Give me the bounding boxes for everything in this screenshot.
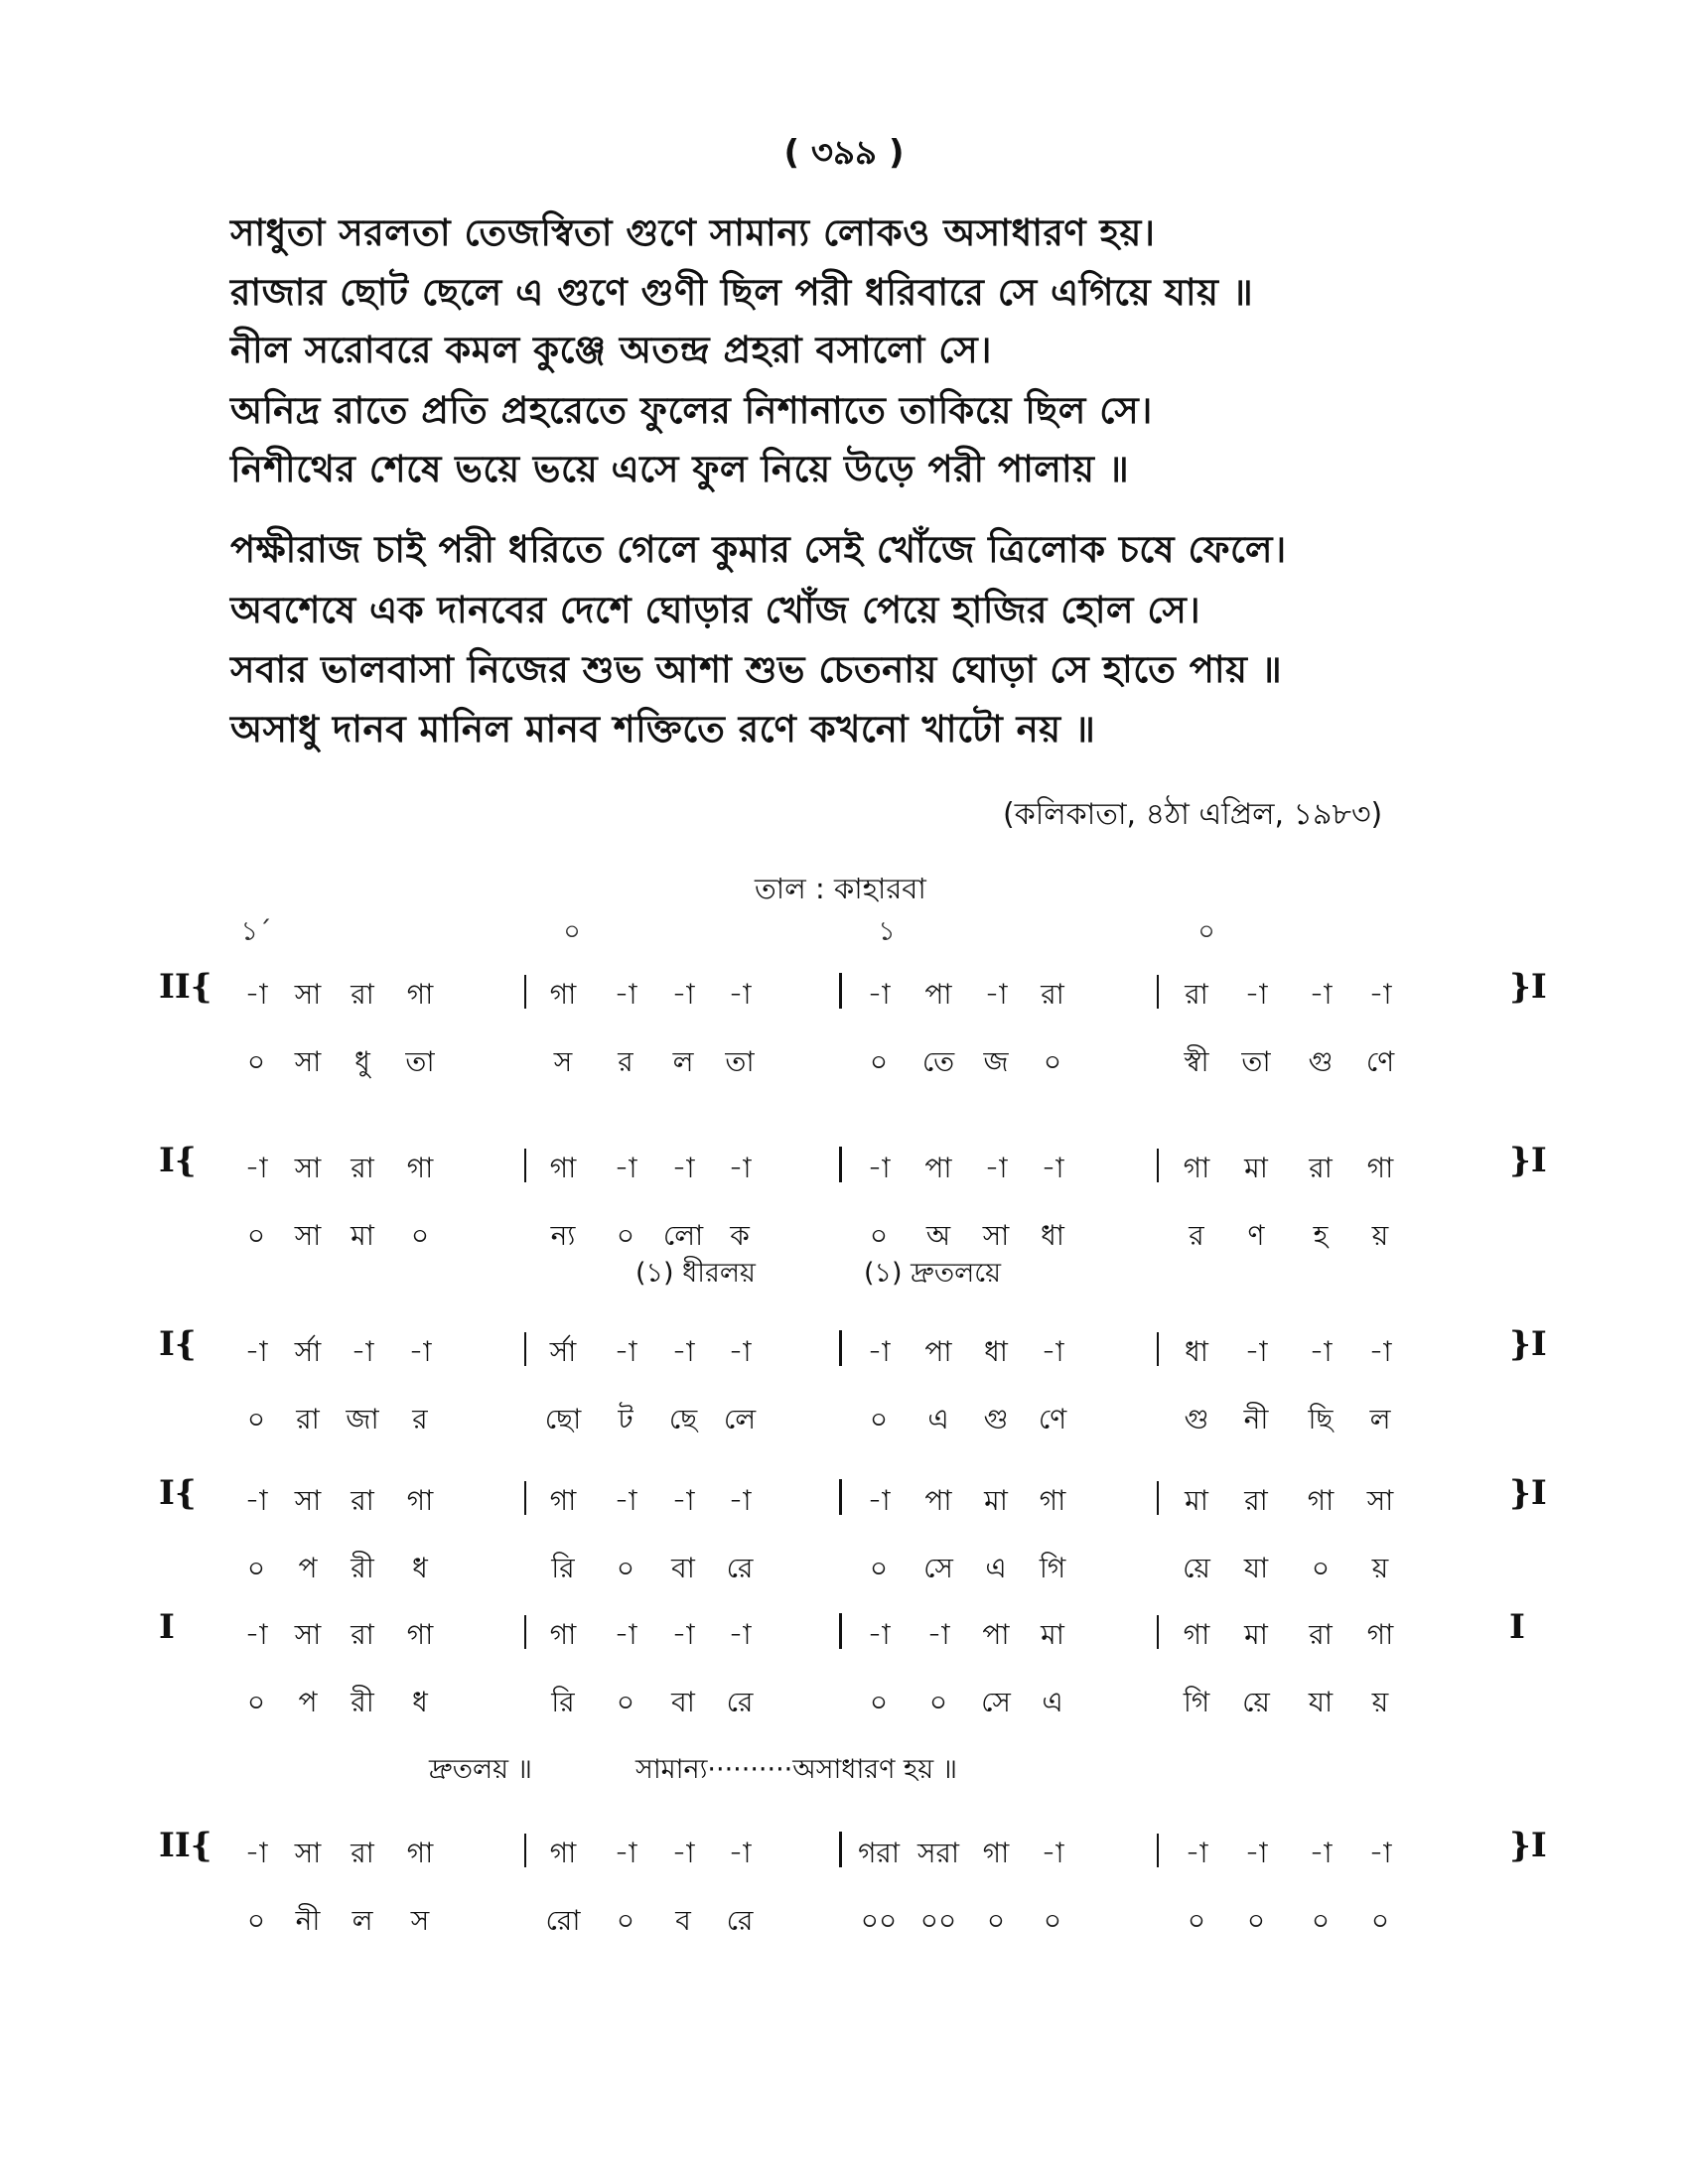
lyric-syllable: রি xyxy=(551,1552,575,1584)
lyric-syllable: রা xyxy=(296,1403,320,1435)
lyric-syllable: সা xyxy=(982,1219,1010,1252)
swara-note: -া xyxy=(614,1335,637,1368)
swara-note: মা xyxy=(1244,1618,1268,1651)
row-start-symbol: II{ xyxy=(159,967,212,1007)
verse-line: নীল সরোবরে কমল কুঞ্জে অতন্দ্র প্রহরা বসালো সে। xyxy=(230,329,992,371)
lyric-syllable: হ xyxy=(1313,1219,1329,1252)
lyric-syllable: ণ xyxy=(1247,1219,1265,1252)
lyric-syllable: ০ xyxy=(869,1552,889,1584)
lyric-syllable: বা xyxy=(671,1686,695,1718)
row-start-symbol: I xyxy=(159,1607,175,1647)
swara-note: রা xyxy=(1309,1618,1333,1651)
lyric-syllable: ০ xyxy=(869,1045,889,1078)
swara-note: মা xyxy=(1185,1484,1208,1517)
swara-note: পা xyxy=(924,1152,952,1184)
lyric-syllable: ০ xyxy=(616,1686,635,1718)
swara-note: সরা xyxy=(916,1837,960,1869)
lyric-syllable: ক xyxy=(730,1219,750,1252)
beat-marker: ১´ xyxy=(240,916,272,947)
lyric-syllable: তা xyxy=(725,1045,755,1078)
swara-note: -া xyxy=(867,1335,891,1368)
swara-note: গা xyxy=(549,1618,577,1651)
vibhag-divider xyxy=(524,1834,526,1867)
row-end-symbol: }I xyxy=(1509,1473,1547,1513)
lyric-syllable: গি xyxy=(1183,1686,1210,1718)
lyric-syllable: নী xyxy=(1243,1403,1269,1435)
lyric-syllable: য় xyxy=(1371,1552,1389,1584)
swara-note: -া xyxy=(614,1152,637,1184)
swara-note: -া xyxy=(351,1335,374,1368)
lyric-syllable: ০০ xyxy=(860,1904,898,1937)
swara-note: -া xyxy=(671,978,695,1011)
composition-dateline: (কলিকাতা, ৪ঠা এপ্রিল, ১৯৮৩) xyxy=(1003,797,1383,832)
verse-line: অসাধু দানব মানিল মানব শক্তিতে রণে কখনো খাটো নয় ॥ xyxy=(230,708,1096,751)
tali-divider xyxy=(839,1330,842,1366)
lyric-syllable: প xyxy=(298,1686,318,1718)
tempo-note-label: দ্রুতলয় ॥ xyxy=(429,1754,532,1785)
swara-note: -া xyxy=(671,1335,695,1368)
vibhag-divider xyxy=(1157,1332,1159,1366)
lyric-syllable: ছে xyxy=(668,1403,698,1435)
swara-note: মা xyxy=(984,1484,1008,1517)
tali-divider xyxy=(839,1479,842,1515)
lyric-syllable: ০ xyxy=(1246,1904,1266,1937)
lyric-syllable: রী xyxy=(351,1552,374,1584)
lyric-syllable: এ xyxy=(927,1403,949,1435)
lyric-syllable: এ xyxy=(1042,1686,1063,1718)
swara-note: -া xyxy=(244,1335,268,1368)
swara-note: সা xyxy=(294,1837,322,1869)
verse-line: পক্ষীরাজ চাই পরী ধরিতে গেলে কুমার সেই খোঁজে ত্রিলোক চষে ফেলে। xyxy=(230,528,1287,571)
swara-note: রা xyxy=(351,1837,374,1869)
vibhag-divider xyxy=(524,1615,526,1649)
lyric-syllable: ল xyxy=(672,1045,694,1078)
swara-note: গা xyxy=(406,978,434,1011)
swara-note: র্সা xyxy=(294,1335,322,1368)
lyric-syllable: ০ xyxy=(616,1904,635,1937)
swara-note: -া xyxy=(671,1618,695,1651)
swara-note: সা xyxy=(1366,1484,1394,1517)
verse-line: অবশেষে এক দানবের দেশে ঘোড়ার খোঁজ পেয়ে হাজির হোল সে। xyxy=(230,589,1201,631)
lyric-syllable: যা xyxy=(1243,1552,1269,1584)
row-start-symbol: I{ xyxy=(159,1324,197,1364)
lyric-syllable: বা xyxy=(671,1552,695,1584)
swara-note: গা xyxy=(1366,1618,1394,1651)
lyric-syllable: ০ xyxy=(1043,1904,1062,1937)
swara-note: -া xyxy=(1309,1837,1333,1869)
swara-note: গরা xyxy=(858,1837,900,1869)
swara-note: -া xyxy=(671,1484,695,1517)
swara-note: মা xyxy=(1244,1152,1268,1184)
lyric-syllable: মা xyxy=(351,1219,374,1252)
lyric-syllable: ছি xyxy=(1308,1403,1334,1435)
swara-note: গা xyxy=(549,1152,577,1184)
swara-note: -া xyxy=(614,1837,637,1869)
lyric-syllable: ০০ xyxy=(919,1904,957,1937)
swara-note: রা xyxy=(1041,978,1064,1011)
swara-note: গা xyxy=(1183,1618,1210,1651)
swara-note: -া xyxy=(244,1837,268,1869)
lyric-syllable: ০ xyxy=(616,1552,635,1584)
swara-note: রা xyxy=(351,1484,374,1517)
lyric-syllable: ০ xyxy=(869,1403,889,1435)
vibhag-divider xyxy=(1157,1481,1159,1515)
swara-note: গা xyxy=(982,1837,1010,1869)
verse-line: সবার ভালবাসা নিজের শুভ আশা শুভ চেতনায় ঘোড়া সে হাতে পায় ॥ xyxy=(230,648,1283,691)
lyric-syllable: য় xyxy=(1371,1686,1389,1718)
lyric-syllable: লো xyxy=(662,1219,704,1252)
swara-note: -া xyxy=(867,1152,891,1184)
vibhag-divider xyxy=(524,1149,526,1182)
lyric-syllable: এ xyxy=(985,1552,1007,1584)
lyric-syllable: ০ xyxy=(928,1686,948,1718)
lyric-syllable: লে xyxy=(723,1403,757,1435)
swara-note: -া xyxy=(728,1837,752,1869)
lyric-syllable: তা xyxy=(405,1045,435,1078)
lyric-syllable: ০ xyxy=(1370,1904,1390,1937)
lyric-syllable: ধা xyxy=(1041,1219,1064,1252)
row-end-symbol: }I xyxy=(1509,1826,1547,1865)
swara-note: -া xyxy=(671,1837,695,1869)
swara-note: গা xyxy=(406,1484,434,1517)
row-end-symbol: }I xyxy=(1509,1324,1547,1364)
swara-note: -া xyxy=(614,978,637,1011)
lyric-syllable: ০ xyxy=(616,1219,635,1252)
beat-marker: ০ xyxy=(563,916,581,947)
swara-note: রা xyxy=(351,978,374,1011)
swara-note: -া xyxy=(728,1484,752,1517)
lyric-syllable: রী xyxy=(351,1686,374,1718)
lyric-syllable: স xyxy=(553,1045,573,1078)
lyric-syllable: রি xyxy=(551,1686,575,1718)
swara-note: গা xyxy=(406,1152,434,1184)
lyric-syllable: ন্য xyxy=(550,1219,576,1252)
lyric-syllable: রে xyxy=(726,1904,754,1937)
tempo-note: (১) দ্রুতলয়ে xyxy=(864,1258,1002,1289)
lyric-syllable: সে xyxy=(981,1686,1011,1718)
swara-note: গা xyxy=(1039,1484,1066,1517)
swara-note: সা xyxy=(294,978,322,1011)
vibhag-divider xyxy=(1157,975,1159,1009)
row-start-symbol: II{ xyxy=(159,1826,212,1865)
lyric-syllable: য়ে xyxy=(1242,1686,1270,1718)
swara-note: -া xyxy=(614,1484,637,1517)
lyric-syllable: ০ xyxy=(869,1686,889,1718)
lyric-syllable: ল xyxy=(352,1904,373,1937)
row-end-symbol: }I xyxy=(1509,967,1547,1007)
vibhag-divider xyxy=(524,1481,526,1515)
lyric-syllable: সা xyxy=(294,1045,322,1078)
swara-note: -া xyxy=(1041,1837,1064,1869)
row-end-symbol: I xyxy=(1509,1607,1525,1647)
swara-note: গা xyxy=(549,1837,577,1869)
swara-note: -া xyxy=(1041,1335,1064,1368)
swara-note: ধা xyxy=(984,1335,1008,1368)
tali-divider xyxy=(839,1832,842,1867)
vibhag-divider xyxy=(1157,1149,1159,1182)
swara-note: র্সা xyxy=(549,1335,577,1368)
swara-note: -া xyxy=(867,978,891,1011)
swara-note: -া xyxy=(1368,1335,1392,1368)
swara-note: পা xyxy=(924,1484,952,1517)
lyric-syllable: র xyxy=(618,1045,633,1078)
lyric-syllable: তে xyxy=(921,1045,955,1078)
tali-divider xyxy=(839,1613,842,1649)
lyric-syllable: ধ xyxy=(412,1686,428,1718)
lyric-syllable: রে xyxy=(726,1686,754,1718)
lyric-syllable: য় xyxy=(1371,1219,1389,1252)
swara-note: গা xyxy=(1366,1152,1394,1184)
swara-note: -া xyxy=(1368,978,1392,1011)
lyric-syllable: সা xyxy=(294,1219,322,1252)
tempo-note: (১) ধীরলয় xyxy=(635,1258,756,1289)
lyric-syllable: প xyxy=(298,1552,318,1584)
verse-line: রাজার ছোট ছেলে এ গুণে গুণী ছিল পরী ধরিবারে সে এগিয়ে যায় ॥ xyxy=(230,271,1254,314)
lyric-syllable: র xyxy=(412,1403,428,1435)
swara-note: গা xyxy=(406,1618,434,1651)
swara-note: রা xyxy=(1309,1152,1333,1184)
swara-note: -া xyxy=(1185,1837,1208,1869)
vibhag-divider xyxy=(1157,1834,1159,1867)
lyric-syllable: ব xyxy=(675,1904,691,1937)
swara-note: -া xyxy=(408,1335,432,1368)
swara-note: -া xyxy=(1309,1335,1333,1368)
swara-note: -া xyxy=(1244,1335,1268,1368)
lyric-syllable: স xyxy=(410,1904,430,1937)
swara-note: রা xyxy=(1185,978,1208,1011)
swara-note: -া xyxy=(1244,978,1268,1011)
verse-line: সাধুতা সরলতা তেজস্বিতা গুণে সামান্য লোকও অসাধারণ হয়। xyxy=(230,211,1156,254)
swara-note: গা xyxy=(549,978,577,1011)
lyric-syllable: ০ xyxy=(246,1045,266,1078)
swara-note: সা xyxy=(294,1484,322,1517)
lyric-syllable: গু xyxy=(1184,1403,1209,1435)
lyric-syllable: গি xyxy=(1039,1552,1066,1584)
swara-note: সা xyxy=(294,1618,322,1651)
row-start-symbol: I{ xyxy=(159,1141,197,1180)
swara-note: -া xyxy=(1368,1837,1392,1869)
lyric-syllable: র xyxy=(1189,1219,1204,1252)
swara-note: গা xyxy=(406,1837,434,1869)
swara-note: গা xyxy=(1183,1152,1210,1184)
lyric-syllable: স্বী xyxy=(1184,1045,1209,1078)
swara-note: -া xyxy=(728,978,752,1011)
swara-note: -া xyxy=(1244,1837,1268,1869)
swara-note: ধা xyxy=(1185,1335,1208,1368)
swara-note: সা xyxy=(294,1152,322,1184)
lyric-syllable: ণে xyxy=(1365,1045,1395,1078)
swara-note: -া xyxy=(984,978,1008,1011)
lyric-syllable: অ xyxy=(925,1219,951,1252)
lyric-syllable: ছো xyxy=(544,1403,582,1435)
swara-note: -া xyxy=(728,1152,752,1184)
swara-note: রা xyxy=(351,1618,374,1651)
verse-line: নিশীথের শেষে ভয়ে ভয়ে এসে ফুল নিয়ে উড়ে পরী পালায় ॥ xyxy=(230,448,1130,490)
lyric-syllable: ০ xyxy=(246,1686,266,1718)
swara-note: পা xyxy=(924,1335,952,1368)
row-end-symbol: }I xyxy=(1509,1141,1547,1180)
verse-line: অনিদ্র রাতে প্রতি প্রহরেতে ফুলের নিশানাতে তাকিয়ে ছিল সে। xyxy=(230,389,1153,432)
tempo-note-phrase: সামান্য··········অসাধারণ হয় ॥ xyxy=(635,1754,957,1785)
lyric-syllable: গু xyxy=(983,1403,1009,1435)
swara-note: -া xyxy=(867,1618,891,1651)
lyric-syllable: ০ xyxy=(1043,1045,1062,1078)
lyric-syllable: তা xyxy=(1241,1045,1271,1078)
swara-note: -া xyxy=(244,1618,268,1651)
lyric-syllable: ০ xyxy=(869,1219,889,1252)
page-number: ( ৩৯৯ ) xyxy=(783,133,905,173)
lyric-syllable: ধু xyxy=(354,1045,370,1078)
swara-note: -া xyxy=(614,1618,637,1651)
swara-note: -া xyxy=(867,1484,891,1517)
tali-divider xyxy=(839,973,842,1009)
swara-note: -া xyxy=(728,1618,752,1651)
lyric-syllable: ০ xyxy=(246,1904,266,1937)
beat-marker: ১ xyxy=(878,916,896,947)
tali-divider xyxy=(839,1147,842,1182)
lyric-syllable: ধ xyxy=(412,1552,428,1584)
lyric-syllable: ০ xyxy=(1187,1904,1206,1937)
swara-note: রা xyxy=(351,1152,374,1184)
swara-note: পা xyxy=(982,1618,1010,1651)
lyric-syllable: ণে xyxy=(1038,1403,1067,1435)
lyric-syllable: রো xyxy=(545,1904,581,1937)
swara-note: পা xyxy=(924,978,952,1011)
lyric-syllable: ০ xyxy=(1311,1904,1331,1937)
swara-note: গা xyxy=(549,1484,577,1517)
lyric-syllable: গু xyxy=(1308,1045,1334,1078)
lyric-syllable: ল xyxy=(1369,1403,1391,1435)
swara-note: -া xyxy=(1041,1152,1064,1184)
lyric-syllable: ০ xyxy=(986,1904,1006,1937)
lyric-syllable: ০ xyxy=(246,1552,266,1584)
lyric-syllable: যা xyxy=(1308,1686,1334,1718)
tala-heading: তাল : কাহারবা xyxy=(755,872,926,905)
swara-note: মা xyxy=(1041,1618,1064,1651)
swara-note: -া xyxy=(984,1152,1008,1184)
swara-note: -া xyxy=(244,1152,268,1184)
lyric-syllable: সে xyxy=(923,1552,953,1584)
swara-note: -া xyxy=(926,1618,950,1651)
lyric-syllable: ট xyxy=(618,1403,633,1435)
lyric-syllable: রে xyxy=(726,1552,754,1584)
vibhag-divider xyxy=(524,975,526,1009)
lyric-syllable: ০ xyxy=(246,1403,266,1435)
vibhag-divider xyxy=(524,1332,526,1366)
swara-note: রা xyxy=(1244,1484,1268,1517)
swara-note: গা xyxy=(1307,1484,1335,1517)
swara-note: -া xyxy=(728,1335,752,1368)
beat-marker: ০ xyxy=(1197,916,1215,947)
lyric-syllable: জা xyxy=(346,1403,379,1435)
vibhag-divider xyxy=(1157,1615,1159,1649)
lyric-syllable: ০ xyxy=(410,1219,430,1252)
lyric-syllable: য়ে xyxy=(1183,1552,1210,1584)
swara-note: -া xyxy=(244,1484,268,1517)
swara-note: -া xyxy=(1309,978,1333,1011)
row-start-symbol: I{ xyxy=(159,1473,197,1513)
lyric-syllable: ০ xyxy=(246,1219,266,1252)
swara-note: -া xyxy=(671,1152,695,1184)
swara-note: -া xyxy=(244,978,268,1011)
lyric-syllable: নী xyxy=(295,1904,321,1937)
lyric-syllable: জ xyxy=(983,1045,1009,1078)
lyric-syllable: ০ xyxy=(1311,1552,1331,1584)
